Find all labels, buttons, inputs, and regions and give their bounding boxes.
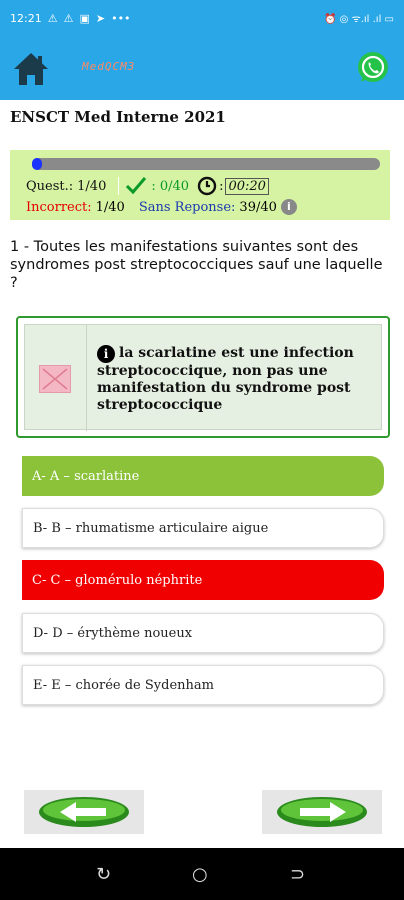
explanation-inner [24,324,382,430]
progress-bar [32,158,380,170]
system-navigation-bar [0,848,404,900]
telegram-icon: ➤ [95,11,106,25]
explanation-text-wrap [97,345,377,414]
system-status-icons: ⏰ ◎ ᯤ.ıl .ıl ▭ [324,14,394,25]
incorrect-label: Incorrect: [26,199,92,215]
checkmark-icon [125,176,147,196]
explanation-box [16,316,390,438]
recents-icon[interactable]: ↻ [96,864,112,885]
incorrect-value: 1/40 [95,199,125,215]
whatsapp-button[interactable] [356,51,390,85]
no-answer-value: 39/40 [239,199,277,215]
warning-icon: ⚠ [47,11,58,25]
info-circle-icon: i [97,345,115,363]
answer-label: D- D – érythème noueux [33,625,193,641]
answer-option-b[interactable] [22,508,384,548]
answer-label: C- C – glomérulo néphrite [32,572,203,588]
app-bar [0,36,404,100]
question-text: 1 - Toutes les manifestations suivantes sont des syndromes post streptococciques sauf une laquelle ? [10,239,383,291]
arrow-left-icon [38,796,130,828]
explanation-icon-cell [25,325,87,431]
no-answer-label: Sans Reponse: [138,199,236,215]
home-icon [12,50,50,88]
clock-icon [197,176,217,196]
warning-icon: ⚠ [63,11,74,25]
answer-option-d[interactable] [22,613,384,653]
quest-value: 1/40 [77,178,107,194]
timer-value: 00:20 [225,178,268,195]
app-title: MedQCM3 [82,60,136,73]
answer-option-a[interactable] [22,456,384,496]
next-button[interactable] [262,790,382,834]
back-icon[interactable]: ⊃ [290,864,306,885]
quest-label: Quest.: [26,178,74,194]
more-dots-icon: ••• [111,11,131,25]
status-time: 12:21 [10,11,42,25]
answer-option-c[interactable] [22,560,384,600]
home-button[interactable] [12,50,50,88]
stats-row [26,176,269,196]
progress-panel [10,150,390,220]
status-bar [0,0,404,36]
answer-label: E- E – chorée de Sydenham [33,677,214,693]
previous-button[interactable] [24,790,144,834]
wrong-mark-icon [39,365,71,393]
divider [118,177,119,195]
progress-fill [32,158,42,170]
correct-count: : 0/40 [151,178,190,194]
explanation-text: la scarlatine est une infection streptococcique, non pas une manifestation du syndrome post streptococcique [97,345,354,413]
answer-label: A- A – scarlatine [32,468,140,484]
answer-label: B- B – rhumatisme articulaire aigue [33,520,269,536]
answer-option-e[interactable] [22,665,384,705]
exam-title: ENSCT Med Interne 2021 [10,108,226,126]
whatsapp-icon [356,51,390,85]
arrow-right-icon [276,796,368,828]
timer-colon: : [219,178,224,194]
info-icon[interactable]: i [281,199,297,215]
gallery-icon: ▣ [79,11,90,25]
stats-row-2 [26,199,297,215]
home-circle-icon[interactable]: ○ [192,864,208,885]
